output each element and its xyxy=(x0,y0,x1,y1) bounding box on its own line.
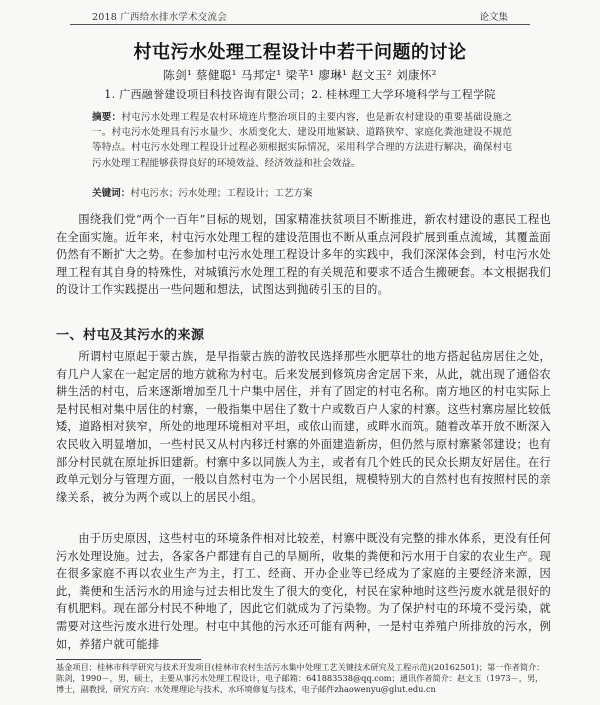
keywords xyxy=(92,185,512,199)
intro-paragraph: 围绕我们党“两个一百年”目标的规划，国家精准扶贫项目不断推进，新农村建设的惠民工程也在全面实施。近年来，村屯污水处理工程的建设范围也不断从重点河段扩展到重点流域，其覆盖面仍然有不断扩大之势。在参加村屯污水处理工程设计多年的实践中，我们深深体会到，村屯污水处理工程有其自身的特殊性，对城镇污水处理工程的有关规范和要求不适合生搬硬套。本文根据我们的设计工作实践提出一些问题和想法，试图达到抛砖引玉的目的。 xyxy=(56,213,551,297)
footnote-rule xyxy=(56,659,201,660)
running-head xyxy=(92,9,508,23)
paper-title: 村屯污水处理工程设计中若干问题的讨论 xyxy=(133,42,467,63)
body-paragraph: 由于历史原因，这些村屯的环境条件相对比较差，村寨中既没有完整的排水体系，更没有任何污水处理设施。过去，各家各户都建有自己的旱厕所，收集的粪便和污水用于自家的农业生产。现在很多家庭不再以农业生产为主，打工、经商、开办企业等已经成为了家庭的主要经济来源，因此，粪便和生活污水的用途与过去相比发生了很大的变化，村民在家种地时这些污废水就是很好的有机肥料。现在部分村民不种地了，因此它们就成为了污染物。为了保护村屯的环境不受污染，就需要对这些污废水进行处理。村屯中其他的污水还可能有两种，一是村屯养殖户所排放的污水，例如，养猪户就可能排 xyxy=(56,532,551,651)
affiliation: 1. 广西融誉建设项目科技咨询有限公司；2. 桂林理工大学环境科学与工程学院 xyxy=(104,88,496,101)
abstract-text: 村屯污水处理工程是农村环境连片整治项目的主要内容，也是新农村建设的重要基础设施之一。村屯污水处理具有污水量少、水质变化大、建设用地紧缺、道路狭窄、家庭化粪池建设不规范等特点。村屯污水处理工程设计过程必须根据实际情况，采用科学合理的方法进行解决，确保村屯污水处理工程能够获得良好的环境效益、经济效益和社会效益。 xyxy=(92,112,513,169)
header-rule xyxy=(70,24,530,25)
body-paragraph: 所谓村屯原起于蒙古族，是早指蒙古族的游牧民选择那些水肥草壮的地方搭起毡房居住之处，有几户人家在一起定居的地方就称为村屯。后来发展到修筑房舍定居下来，从此，就出现了通俗农耕生活的村屯，后来逐渐增加至几十户集中居住，并有了固定的村屯名称。南方地区的村屯实际上是村民相对集中居住的村寨，一般指集中居住了数十户或数百户人家的村寨。这些村寨房屋比较低矮，道路相对狭窄，所处的地理环境相对平坦，或依山而建，或畔水而筑。随着改革开放不断深入农民收入明显增加，一些村民又从村内移迁村寨的外面建造新房，但仍然与原村寨紧邻建设；也有部分村民就在原址拆旧建新。村寨中多以同族人为主，或者有几个姓氏的民众长期友好居住。在行政单元划分与管理方面，一般以自然村屯为一个小居民组，规模特别大的自然村也有按照村民的亲缘关系，被分为两个或以上的居民小组。 xyxy=(56,350,551,504)
section-heading: 一、村屯及其污水的来源 xyxy=(56,328,205,343)
footnote: 基金项目：桂林市科学研究与技术开发项目(桂林市农村生活污水集中处理工艺关键技术研究及工程示范)(20162501)；第一作者简介：陈剑，1990－，男，硕士，主要从事污水处理工程设计，电子邮箱：641883538@qq.com；通讯作者简介：赵文玉（1973－，男，博士，副教授，研究方向：水处理理论与技术、水环境修复与技术，电子邮件zhaowenyu@glut.edu.cn xyxy=(56,662,545,694)
abstract-label: 摘要： xyxy=(92,112,122,123)
abstract xyxy=(92,110,512,171)
running-head-left: 2018 广西给水排水学术交流会 xyxy=(92,12,227,23)
keywords-text: 村屯污水；污水处理；工程设计；工艺方案 xyxy=(130,188,313,199)
author-list: 陈剑¹ 蔡健聪¹ 马邦定¹ 梁芊¹ 廖琳¹ 赵文玉² 刘康怀² xyxy=(163,68,437,82)
keywords-label: 关键词： xyxy=(92,188,131,199)
running-head-right: 论文集 xyxy=(479,12,508,23)
